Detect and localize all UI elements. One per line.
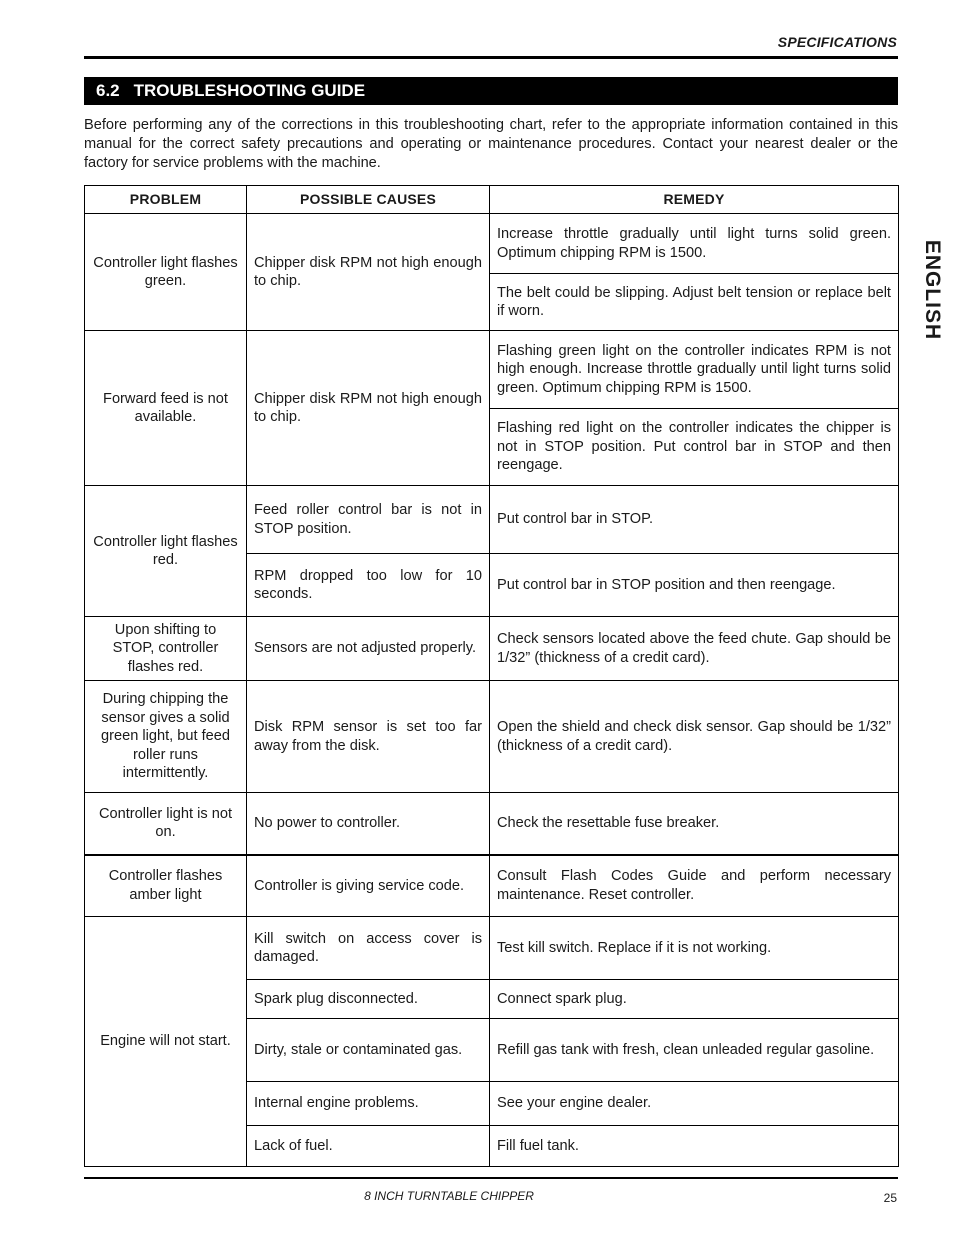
table-row	[85, 855, 899, 917]
remedy-cell: Check the resettable fuse breaker.	[490, 793, 899, 855]
remedy-cell: Check sensors located above the feed chute. Gap should be 1/32” (thickness of a credit card).	[490, 617, 899, 681]
problem-cell: Engine will not start.	[85, 917, 247, 1167]
table-row	[85, 681, 899, 793]
problem-cell: Controller light is not on.	[85, 793, 247, 855]
remedy-cell: Fill fuel tank.	[490, 1126, 899, 1167]
cause-cell: Chipper disk RPM not high enough to chip.	[247, 214, 490, 331]
remedy-cell: Consult Flash Codes Guide and perform necessary maintenance. Reset controller.	[490, 855, 899, 917]
cause-cell: Controller is giving service code.	[247, 855, 490, 917]
cause-cell: Dirty, stale or contaminated gas.	[247, 1019, 490, 1082]
problem-cell: Controller flashes amber light	[85, 855, 247, 917]
cause-cell: No power to controller.	[247, 793, 490, 855]
table-header-row	[85, 186, 899, 214]
header-problem: PROBLEM	[85, 186, 247, 214]
table-row	[85, 617, 899, 681]
section-number: 6.2	[96, 81, 120, 100]
remedy-cell: Connect spark plug.	[490, 980, 899, 1019]
remedy-cell: Put control bar in STOP position and then reengage.	[490, 554, 899, 617]
problem-cell: Controller light flashes red.	[85, 486, 247, 617]
problem-cell: Forward feed is not available.	[85, 331, 247, 486]
problem-cell: Controller light flashes green.	[85, 214, 247, 331]
remedy-cell: Flashing red light on the controller indicates the chipper is not in STOP position. Put control bar in STOP and then reengage.	[490, 409, 899, 486]
cause-cell: Sensors are not adjusted properly.	[247, 617, 490, 681]
cause-cell: Internal engine problems.	[247, 1082, 490, 1126]
footer-rule	[84, 1177, 898, 1179]
header-rule	[84, 56, 898, 59]
section-title: TROUBLESHOOTING GUIDE	[133, 81, 366, 100]
cause-cell: Kill switch on access cover is damaged.	[247, 917, 490, 980]
remedy-cell: Put control bar in STOP.	[490, 486, 899, 554]
cause-cell: Chipper disk RPM not high enough to chip.	[247, 331, 490, 486]
header-remedy: REMEDY	[490, 186, 899, 214]
remedy-cell: Open the shield and check disk sensor. Gap should be 1/32” (thickness of a credit card).	[490, 681, 899, 793]
remedy-cell: The belt could be slipping. Adjust belt tension or replace belt if worn.	[490, 274, 899, 331]
cause-cell: Spark plug disconnected.	[247, 980, 490, 1019]
table-row	[85, 331, 899, 409]
section-heading	[84, 77, 898, 105]
cause-cell: Lack of fuel.	[247, 1126, 490, 1167]
running-header: SPECIFICATIONS	[777, 34, 897, 50]
remedy-cell: Flashing green light on the controller indicates RPM is not high enough. Increase throttle gradually until light turns solid green. Optimum chipping RPM is 1500.	[490, 331, 899, 409]
footer-title: 8 INCH TURNTABLE CHIPPER	[364, 1189, 534, 1203]
table-row	[85, 214, 899, 274]
cause-cell: Disk RPM sensor is set too far away from the disk.	[247, 681, 490, 793]
header-possible-causes: POSSIBLE CAUSES	[247, 186, 490, 214]
remedy-cell: Test kill switch. Replace if it is not working.	[490, 917, 899, 980]
table-row	[85, 917, 899, 980]
table-row	[85, 486, 899, 554]
table-row	[85, 793, 899, 855]
cause-cell: RPM dropped too low for 10 seconds.	[247, 554, 490, 617]
problem-cell: Upon shifting to STOP, controller flashes red.	[85, 617, 247, 681]
intro-paragraph: Before performing any of the corrections in this troubleshooting chart, refer to the appropriate information contained in this manual for the correct safety precautions and operating or maintenance procedures. Contact your nearest dealer or the factory for service problems with the machine.	[84, 117, 898, 171]
troubleshooting-table	[84, 185, 899, 1167]
remedy-cell: Increase throttle gradually until light turns solid green. Optimum chipping RPM is 1500.	[490, 214, 899, 274]
remedy-cell: See your engine dealer.	[490, 1082, 899, 1126]
remedy-cell: Refill gas tank with fresh, clean unleaded regular gasoline.	[490, 1019, 899, 1082]
language-side-tab: ENGLISH	[921, 239, 944, 341]
cause-cell: Feed roller control bar is not in STOP position.	[247, 486, 490, 554]
problem-cell: During chipping the sensor gives a solid green light, but feed roller runs intermittently.	[85, 681, 247, 793]
page-number: 25	[883, 1191, 897, 1205]
